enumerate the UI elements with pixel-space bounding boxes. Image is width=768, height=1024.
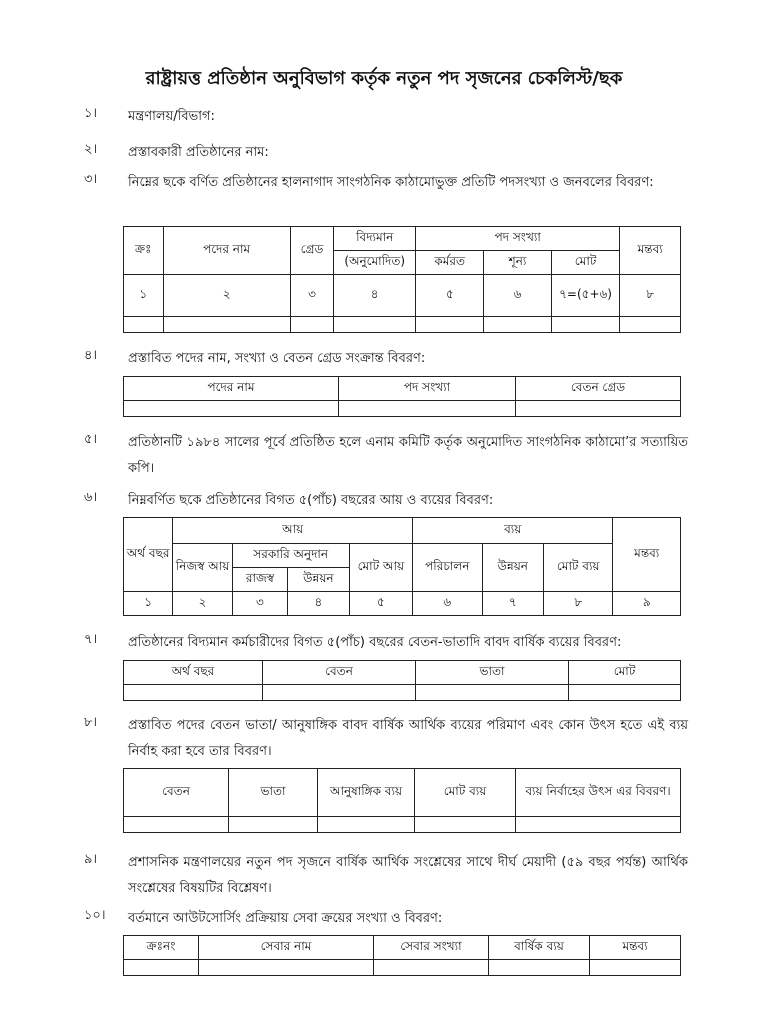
table-4-proposed-posts	[123, 376, 681, 417]
table-cell	[263, 685, 416, 701]
item-number: ৫।	[84, 432, 98, 447]
table-cell	[415, 817, 516, 833]
table-cell	[290, 317, 334, 333]
item-text: প্রস্তাবিত পদের বেতন ভাতা/ আনুষাঙ্গিক বাবদ বার্ষিক আর্থিক ব্যয়ের পরিমাণ এবং কোন উৎস হতে এই ব্যয় নির্বাহ করা হবে তার বিবরণ।	[128, 718, 688, 759]
item-text: প্রতিষ্ঠানটি ১৯৮৪ সালের পূর্বে প্রতিষ্ঠিত হলে এনাম কমিটি কর্তৃক অনুমোদিত সাংগঠনিক কাঠামো’র সত্যায়িত কপি।	[128, 435, 688, 476]
table-header: সেবার নাম	[199, 936, 374, 960]
table-cell	[569, 685, 681, 701]
table-header: বেতন	[124, 769, 229, 817]
table-header: বেতন	[263, 661, 416, 685]
table-header: মন্তব্য	[590, 936, 681, 960]
table-header: ব্যয়	[413, 518, 613, 544]
item-number: ৩।	[84, 172, 98, 187]
table-header: ভাতা	[416, 661, 569, 685]
table-cell: ৩	[232, 592, 287, 616]
item-number: ৮।	[84, 715, 98, 730]
table-cell: ৪	[334, 275, 416, 317]
table-header: আনুষাঙ্গিক ব্যয়	[318, 769, 415, 817]
item-text: প্রস্তাবকারী প্রতিষ্ঠানের নাম:	[128, 145, 269, 160]
table-header: শূন্য	[484, 251, 551, 275]
table-header: মোট	[551, 251, 620, 275]
table-cell: ৩	[290, 275, 334, 317]
table-cell: ৮	[543, 592, 612, 616]
table-header: অর্থ বছর	[124, 518, 173, 592]
table-cell: ৫	[416, 275, 484, 317]
item-number: ১।	[84, 106, 98, 121]
table-cell	[199, 960, 374, 976]
item-number: ৭।	[84, 632, 98, 647]
item-text: প্রতিষ্ঠানের বিদ্যমান কর্মচারীদের বিগত ৫(পাঁচ) বছরের বেতন-ভাতাদি বাবদ বার্ষিক ব্যয়ের বিবরণ:	[128, 635, 622, 650]
table-cell	[124, 960, 199, 976]
item-text: নিম্নবর্ণিত ছকে প্রতিষ্ঠানের বিগত ৫(পাঁচ) বছরের আয় ও ব্যয়ের বিবরণ:	[128, 493, 494, 508]
table-header: উন্নয়ন	[288, 568, 349, 592]
table-cell	[124, 817, 229, 833]
table-header: পদের নাম	[163, 227, 290, 275]
table-header: ক্রঃনং	[124, 936, 199, 960]
table-header: সরকারি অনুদান	[232, 544, 349, 568]
table-cell: ৯	[613, 592, 681, 616]
item-number: ৬।	[84, 490, 98, 505]
table-header: ভাতা	[229, 769, 318, 817]
table-cell	[124, 401, 339, 417]
table-header: মোট ব্যয়	[415, 769, 516, 817]
table-cell	[124, 685, 263, 701]
table-cell: ৮	[620, 275, 681, 317]
item-number: ৯।	[84, 852, 98, 867]
table-cell: ৬	[484, 275, 551, 317]
table-header: কর্মরত	[416, 251, 484, 275]
table-cell: ৫	[349, 592, 412, 616]
table-cell	[318, 817, 415, 833]
table-6-income-expenditure	[123, 517, 681, 616]
table-7-salary-expense	[123, 660, 681, 701]
table-header: রাজস্ব	[232, 568, 287, 592]
table-cell	[339, 401, 516, 417]
table-cell	[416, 685, 569, 701]
table-cell	[374, 960, 489, 976]
table-cell	[416, 317, 484, 333]
table-header: আয়	[173, 518, 413, 544]
table-header: সেবার সংখ্যা	[374, 936, 489, 960]
table-10-outsourcing	[123, 935, 681, 976]
table-cell	[516, 817, 681, 833]
table-cell: ৬	[413, 592, 482, 616]
item-text: মন্ত্রণালয়/বিভাগ:	[128, 109, 215, 124]
item-number: ৪।	[84, 348, 98, 363]
table-cell	[516, 401, 681, 417]
table-header: বিদ্যমান	[334, 227, 416, 251]
table-header: মোট ব্যয়	[543, 544, 612, 592]
table-cell	[620, 317, 681, 333]
table-header: বার্ষিক ব্যয়	[489, 936, 590, 960]
item-text: প্রস্তাবিত পদের নাম, সংখ্যা ও বেতন গ্রেড সংক্রান্ত বিবরণ:	[128, 351, 426, 366]
table-cell: ৪	[288, 592, 349, 616]
table-3-posts	[123, 226, 681, 333]
item-text: বর্তমানে আউটসোর্সিং প্রক্রিয়ায় সেবা ক্রয়ের সংখ্যা ও বিবরণ:	[128, 911, 443, 926]
table-cell	[163, 317, 290, 333]
table-cell: ১	[124, 275, 164, 317]
item-number: ১০।	[84, 908, 106, 923]
table-header: (অনুমোদিত)	[334, 251, 416, 275]
table-cell	[551, 317, 620, 333]
table-cell: ২	[173, 592, 232, 616]
table-header: ব্যয় নির্বাহের উৎস এর বিবরণ।	[516, 769, 681, 817]
table-cell	[484, 317, 551, 333]
table-header: মন্তব্য	[613, 518, 681, 592]
table-header: পদের নাম	[124, 377, 339, 401]
table-cell	[489, 960, 590, 976]
table-cell: ৭=(৫+৬)	[551, 275, 620, 317]
table-header: মন্তব্য	[620, 227, 681, 275]
item-number: ২।	[84, 142, 98, 157]
table-cell: ৭	[482, 592, 543, 616]
page-title: রাষ্ট্রায়ত্ত প্রতিষ্ঠান অনুবিভাগ কর্তৃক নতুন পদ সৃজনের চেকলিস্ট/ছক	[145, 68, 623, 89]
table-header: পদ সংখ্যা	[339, 377, 516, 401]
table-8-proposed-cost	[123, 768, 681, 833]
table-header: মোট আয়	[349, 544, 412, 592]
table-cell	[590, 960, 681, 976]
table-header: গ্রেড	[290, 227, 334, 275]
table-header: উন্নয়ন	[482, 544, 543, 592]
table-header: বেতন গ্রেড	[516, 377, 681, 401]
table-cell: ২	[163, 275, 290, 317]
table-header: অর্থ বছর	[124, 661, 263, 685]
table-cell	[229, 817, 318, 833]
table-header: পদ সংখ্যা	[416, 227, 620, 251]
item-text: নিম্নের ছকে বর্ণিত প্রতিষ্ঠানের হালনাগাদ সাংগঠনিক কাঠামোভুক্ত প্রতিটি পদসংখ্যা ও জনবলের বিবরণ:	[128, 175, 654, 190]
table-cell	[334, 317, 416, 333]
table-header: ক্রঃ	[124, 227, 164, 275]
table-header: মোট	[569, 661, 681, 685]
table-cell: ১	[124, 592, 173, 616]
table-header: পরিচালন	[413, 544, 482, 592]
item-text: প্রশাসনিক মন্ত্রণালয়ের নতুন পদ সৃজনে বার্ষিক আর্থিক সংশ্লেষের সাথে দীর্ঘ মেয়াদী (৫৯ বছর পর্যন্ত) আর্থিক সংশ্লেষের বিষয়টির বিশ্লেষণ।	[128, 855, 688, 896]
table-header: নিজস্ব আয়	[173, 544, 232, 592]
table-cell	[124, 317, 164, 333]
